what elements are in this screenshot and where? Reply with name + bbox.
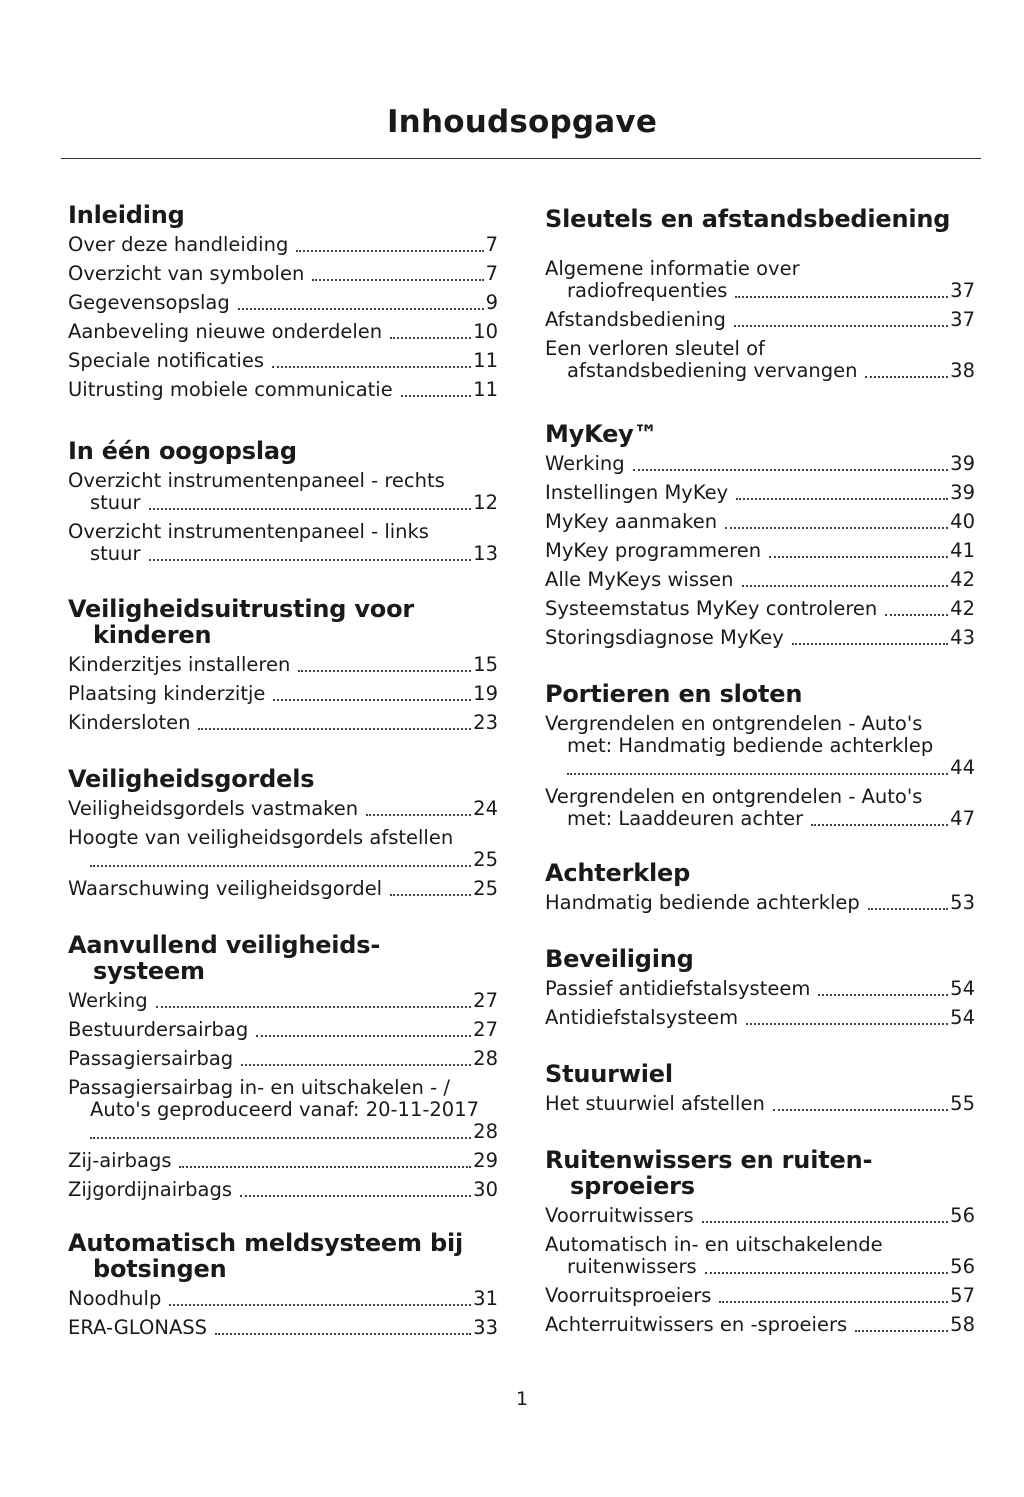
entry-text: Aanbeveling nieuwe onderdelen bbox=[68, 320, 383, 343]
toc-section bbox=[545, 206, 975, 389]
toc-entry[interactable] bbox=[545, 627, 975, 656]
toc-entry[interactable] bbox=[68, 683, 498, 712]
toc-entry[interactable] bbox=[545, 713, 975, 786]
toc-entry-list bbox=[545, 892, 975, 921]
entry-line bbox=[545, 757, 975, 779]
entry-page-number: 39 bbox=[950, 452, 975, 475]
dot-leader bbox=[633, 469, 949, 471]
toc-entry-list bbox=[68, 234, 498, 408]
entry-page-number: 31 bbox=[473, 1287, 498, 1310]
entry-text: Overzicht van symbolen bbox=[68, 262, 305, 285]
toc-entry-list bbox=[545, 453, 975, 656]
section-title: Veiligheidsgordels bbox=[68, 765, 315, 793]
entry-text: met: Laaddeuren achter bbox=[567, 807, 804, 830]
toc-entry[interactable] bbox=[545, 258, 975, 309]
entry-line bbox=[68, 990, 498, 1012]
entry-text-line: Vergrendelen en ontgrendelen - Auto's bbox=[545, 712, 923, 735]
section-title: Portieren en sloten bbox=[545, 680, 803, 708]
entry-line bbox=[545, 1205, 975, 1227]
entry-text-line: Passagiersairbag in- en uitschakelen - / bbox=[68, 1076, 450, 1099]
toc-entry[interactable] bbox=[68, 990, 498, 1019]
entry-page-number: 44 bbox=[950, 756, 975, 779]
entry-text: Afstandsbediening bbox=[545, 308, 726, 331]
entry-page-number: 7 bbox=[485, 262, 498, 285]
entry-line bbox=[545, 360, 975, 382]
toc-entry[interactable] bbox=[545, 1205, 975, 1234]
entry-text: radiofrequenties bbox=[567, 279, 728, 302]
entry-line bbox=[545, 1256, 975, 1278]
entry-text-line: Vergrendelen en ontgrendelen - Auto's bbox=[545, 785, 923, 808]
entry-page-number: 27 bbox=[473, 1018, 498, 1041]
toc-section bbox=[68, 596, 498, 741]
section-title: In één oogopslag bbox=[68, 437, 297, 465]
entry-page-number: 37 bbox=[950, 279, 975, 302]
entry-line bbox=[68, 1288, 498, 1310]
toc-entry[interactable] bbox=[68, 263, 498, 292]
entry-line bbox=[545, 1007, 975, 1029]
entry-line bbox=[68, 292, 498, 314]
entry-page-number: 38 bbox=[950, 359, 975, 382]
entry-page-number: 24 bbox=[473, 797, 498, 820]
toc-section bbox=[545, 681, 975, 837]
toc-entry[interactable] bbox=[68, 350, 498, 379]
entry-line bbox=[68, 234, 498, 256]
dot-leader bbox=[885, 614, 948, 616]
entry-line bbox=[68, 321, 498, 343]
entry-page-number: 56 bbox=[950, 1255, 975, 1278]
entry-text: stuur bbox=[90, 542, 141, 565]
toc-entry[interactable] bbox=[68, 1077, 498, 1150]
entry-page-number: 11 bbox=[473, 378, 498, 401]
entry-page-number: 30 bbox=[473, 1178, 498, 1201]
entry-text: Passief antidiefstalsysteem bbox=[545, 977, 811, 1000]
entry-text: Voorruitwissers bbox=[545, 1204, 694, 1227]
entry-text-line: Automatisch in- en uitschakelende bbox=[545, 1233, 883, 1256]
entry-line bbox=[545, 569, 975, 591]
toc-section bbox=[545, 946, 975, 1036]
dot-leader bbox=[298, 670, 471, 672]
entry-line bbox=[545, 309, 975, 331]
entry-text-line: Algemene informatie over bbox=[545, 257, 800, 280]
dot-leader bbox=[818, 994, 948, 996]
toc-entry[interactable] bbox=[545, 1093, 975, 1122]
dot-leader bbox=[792, 643, 948, 645]
entry-line bbox=[545, 453, 975, 475]
toc-section bbox=[545, 421, 975, 656]
toc-entry[interactable] bbox=[545, 1234, 975, 1285]
dot-leader bbox=[769, 556, 948, 558]
toc-entry[interactable] bbox=[68, 379, 498, 408]
entry-text: MyKey programmeren bbox=[545, 539, 762, 562]
entry-page-number: 33 bbox=[473, 1316, 498, 1339]
entry-text-line: met: Handmatig bediende achterklep bbox=[567, 734, 934, 757]
toc-entry-list bbox=[545, 258, 975, 389]
toc-entry[interactable] bbox=[68, 1048, 498, 1077]
entry-line bbox=[68, 683, 498, 705]
entry-line bbox=[545, 1093, 975, 1115]
dot-leader bbox=[390, 894, 471, 896]
toc-entry[interactable] bbox=[68, 1288, 498, 1317]
dot-leader bbox=[735, 296, 948, 298]
toc-entry-list bbox=[68, 654, 498, 741]
dot-leader bbox=[736, 498, 948, 500]
section-title: Beveiliging bbox=[545, 945, 694, 973]
toc-entry[interactable] bbox=[545, 540, 975, 569]
entry-page-number: 54 bbox=[950, 977, 975, 1000]
entry-page-number: 53 bbox=[950, 891, 975, 914]
section-title: MyKey™ bbox=[545, 420, 658, 448]
dot-leader bbox=[702, 1221, 949, 1223]
toc-entry-list bbox=[68, 990, 498, 1208]
toc-entry-list bbox=[68, 1288, 498, 1346]
dot-leader bbox=[725, 527, 948, 529]
dot-leader bbox=[366, 814, 471, 816]
entry-text: Bestuurdersairbag bbox=[68, 1018, 249, 1041]
dot-leader bbox=[811, 824, 948, 826]
entry-text: Plaatsing kinderzitje bbox=[68, 682, 266, 705]
entry-line bbox=[545, 1314, 975, 1336]
entry-text-line: Hoogte van veiligheidsgordels afstellen bbox=[68, 826, 454, 849]
entry-page-number: 40 bbox=[950, 510, 975, 533]
toc-entry[interactable] bbox=[68, 521, 498, 572]
toc-entry[interactable] bbox=[545, 1285, 975, 1314]
entry-page-number: 10 bbox=[473, 320, 498, 343]
dot-leader bbox=[719, 1301, 948, 1303]
entry-line bbox=[545, 808, 975, 830]
dot-leader bbox=[198, 728, 471, 730]
entry-line bbox=[68, 263, 498, 285]
section-title: Veiligheidsuitrusting voor kinderen bbox=[68, 595, 415, 649]
entry-page-number: 42 bbox=[950, 597, 975, 620]
entry-line bbox=[68, 350, 498, 372]
toc-entry[interactable] bbox=[68, 1150, 498, 1179]
entry-page-number: 13 bbox=[473, 542, 498, 565]
entry-line bbox=[545, 892, 975, 914]
toc-entry[interactable] bbox=[545, 569, 975, 598]
toc-entry[interactable] bbox=[68, 827, 498, 878]
toc-entry[interactable] bbox=[545, 482, 975, 511]
toc-section bbox=[68, 202, 498, 408]
dot-leader bbox=[746, 1023, 948, 1025]
section-title: Automatisch meldsysteem bij botsingen bbox=[68, 1229, 464, 1283]
toc-entry[interactable] bbox=[545, 978, 975, 1007]
entry-text: Systeemstatus MyKey controleren bbox=[545, 597, 878, 620]
title-divider bbox=[61, 158, 981, 159]
toc-entry[interactable] bbox=[545, 453, 975, 482]
entry-text: MyKey aanmaken bbox=[545, 510, 718, 533]
page-number: 1 bbox=[515, 1388, 529, 1410]
toc-entry[interactable] bbox=[68, 712, 498, 741]
dot-leader bbox=[734, 325, 948, 327]
entry-text: Passagiersairbag bbox=[68, 1047, 234, 1070]
entry-page-number: 19 bbox=[473, 682, 498, 705]
entry-page-number: 39 bbox=[950, 481, 975, 504]
entry-text: Gegevensopslag bbox=[68, 291, 230, 314]
toc-entry-list bbox=[545, 1205, 975, 1343]
entry-page-number: 54 bbox=[950, 1006, 975, 1029]
entry-page-number: 7 bbox=[485, 233, 498, 256]
entry-text: Antidiefstalsysteem bbox=[545, 1006, 739, 1029]
dot-leader bbox=[705, 1272, 949, 1274]
entry-text: Voorruitsproeiers bbox=[545, 1284, 712, 1307]
toc-entry-list bbox=[68, 470, 498, 572]
entry-page-number: 28 bbox=[473, 1047, 498, 1070]
dot-leader bbox=[215, 1333, 471, 1335]
section-title: Stuurwiel bbox=[545, 1060, 673, 1088]
entry-line bbox=[68, 849, 498, 871]
entry-page-number: 58 bbox=[950, 1313, 975, 1336]
dot-leader bbox=[868, 908, 948, 910]
entry-line bbox=[545, 978, 975, 1000]
entry-text: afstandsbediening vervangen bbox=[567, 359, 858, 382]
entry-page-number: 25 bbox=[473, 848, 498, 871]
dot-leader bbox=[855, 1330, 948, 1332]
dot-leader bbox=[149, 508, 472, 510]
entry-text-line: Overzicht instrumentenpaneel - rechts bbox=[68, 469, 445, 492]
entry-text: Uitrusting mobiele communicatie bbox=[68, 378, 393, 401]
toc-entry[interactable] bbox=[545, 511, 975, 540]
toc-section bbox=[545, 1147, 975, 1343]
toc-entry-list bbox=[545, 978, 975, 1036]
entry-page-number: 29 bbox=[473, 1149, 498, 1172]
entry-page-number: 41 bbox=[950, 539, 975, 562]
dot-leader bbox=[256, 1035, 471, 1037]
toc-entry[interactable] bbox=[545, 309, 975, 338]
entry-line bbox=[68, 1150, 498, 1172]
section-title: Inleiding bbox=[68, 201, 185, 229]
entry-page-number: 47 bbox=[950, 807, 975, 830]
toc-section bbox=[68, 932, 498, 1208]
entry-line bbox=[68, 1121, 498, 1143]
entry-line bbox=[68, 543, 498, 565]
entry-text: Werking bbox=[545, 452, 625, 475]
entry-line bbox=[545, 598, 975, 620]
entry-page-number: 43 bbox=[950, 626, 975, 649]
entry-text: Veiligheidsgordels vastmaken bbox=[68, 797, 359, 820]
dot-leader bbox=[401, 395, 471, 397]
toc-entry[interactable] bbox=[545, 786, 975, 837]
entry-text: Achterruitwissers en -sproeiers bbox=[545, 1313, 848, 1336]
toc-entry[interactable] bbox=[68, 470, 498, 521]
toc-entry[interactable] bbox=[545, 892, 975, 921]
entry-text: Storingsdiagnose MyKey bbox=[545, 626, 784, 649]
dot-leader bbox=[296, 250, 483, 252]
toc-entry[interactable] bbox=[68, 798, 498, 827]
entry-text: Zij-airbags bbox=[68, 1149, 172, 1172]
dot-leader bbox=[238, 308, 484, 310]
entry-line bbox=[68, 798, 498, 820]
dot-leader bbox=[390, 337, 471, 339]
toc-entry-list bbox=[545, 713, 975, 837]
entry-text: Instellingen MyKey bbox=[545, 481, 729, 504]
entry-text: Kinderzitjes installeren bbox=[68, 653, 291, 676]
dot-leader bbox=[865, 376, 948, 378]
toc-entry[interactable] bbox=[68, 654, 498, 683]
dot-leader bbox=[156, 1006, 472, 1008]
section-title: Achterklep bbox=[545, 859, 691, 887]
dot-leader bbox=[90, 865, 471, 867]
toc-section bbox=[545, 860, 975, 921]
entry-page-number: 56 bbox=[950, 1204, 975, 1227]
entry-text-line: Een verloren sleutel of bbox=[545, 337, 765, 360]
toc-entry[interactable] bbox=[545, 598, 975, 627]
toc-entry-list bbox=[545, 1093, 975, 1122]
toc-entry[interactable] bbox=[545, 1314, 975, 1343]
toc-entry[interactable] bbox=[68, 292, 498, 321]
entry-text-line: Auto's geproduceerd vanaf: 20-11-2017 bbox=[90, 1098, 480, 1121]
entry-line bbox=[545, 280, 975, 302]
toc-entry[interactable] bbox=[545, 1007, 975, 1036]
page-title: Inhoudsopgave bbox=[386, 104, 658, 140]
toc-entry[interactable] bbox=[68, 321, 498, 350]
entry-line bbox=[68, 492, 498, 514]
entry-page-number: 55 bbox=[950, 1092, 975, 1115]
entry-text: Werking bbox=[68, 989, 148, 1012]
entry-line bbox=[545, 482, 975, 504]
toc-section bbox=[545, 1061, 975, 1122]
entry-page-number: 27 bbox=[473, 989, 498, 1012]
dot-leader bbox=[742, 585, 949, 587]
entry-page-number: 25 bbox=[473, 877, 498, 900]
entry-text: Alle MyKeys wissen bbox=[545, 568, 734, 591]
entry-text: ERA-GLONASS bbox=[68, 1316, 208, 1339]
entry-line bbox=[68, 1317, 498, 1339]
entry-page-number: 42 bbox=[950, 568, 975, 591]
toc-entry[interactable] bbox=[68, 1317, 498, 1346]
entry-page-number: 15 bbox=[473, 653, 498, 676]
section-title: Sleutels en afstandsbediening bbox=[545, 205, 951, 233]
section-title: Ruitenwissers en ruiten- sproeiers bbox=[545, 1146, 873, 1200]
entry-page-number: 9 bbox=[485, 291, 498, 314]
entry-text: Zijgordijnairbags bbox=[68, 1178, 232, 1201]
entry-text: Speciale notificaties bbox=[68, 349, 264, 372]
entry-line bbox=[68, 379, 498, 401]
entry-line bbox=[68, 1048, 498, 1070]
dot-leader bbox=[149, 559, 472, 561]
entry-text: Het stuurwiel afstellen bbox=[545, 1092, 765, 1115]
entry-line bbox=[545, 511, 975, 533]
entry-line bbox=[545, 540, 975, 562]
entry-page-number: 11 bbox=[473, 349, 498, 372]
entry-page-number: 37 bbox=[950, 308, 975, 331]
entry-page-number: 12 bbox=[473, 491, 498, 514]
dot-leader bbox=[312, 279, 483, 281]
dot-leader bbox=[773, 1109, 948, 1111]
toc-entry[interactable] bbox=[68, 1019, 498, 1048]
dot-leader bbox=[179, 1166, 471, 1168]
entry-text: Over deze handleiding bbox=[68, 233, 289, 256]
section-title: Aanvullend veiligheids- systeem bbox=[68, 931, 381, 985]
entry-page-number: 23 bbox=[473, 711, 498, 734]
toc-entry[interactable] bbox=[68, 1179, 498, 1208]
entry-line bbox=[68, 712, 498, 734]
entry-text: Noodhulp bbox=[68, 1287, 162, 1310]
entry-line bbox=[68, 878, 498, 900]
entry-text: ruitenwissers bbox=[567, 1255, 697, 1278]
entry-line bbox=[68, 1179, 498, 1201]
dot-leader bbox=[272, 366, 471, 368]
toc-entry[interactable] bbox=[68, 234, 498, 263]
toc-section bbox=[68, 438, 498, 572]
dot-leader bbox=[241, 1064, 471, 1066]
dot-leader bbox=[240, 1195, 471, 1197]
toc-entry-list bbox=[68, 798, 498, 907]
toc-entry[interactable] bbox=[68, 878, 498, 907]
entry-line bbox=[545, 1285, 975, 1307]
entry-line bbox=[68, 1019, 498, 1041]
entry-page-number: 28 bbox=[473, 1120, 498, 1143]
dot-leader bbox=[90, 1137, 471, 1139]
dot-leader bbox=[567, 773, 948, 775]
entry-text: Handmatig bediende achterklep bbox=[545, 891, 860, 914]
entry-text-line: Overzicht instrumentenpaneel - links bbox=[68, 520, 429, 543]
toc-entry[interactable] bbox=[545, 338, 975, 389]
entry-text: Kindersloten bbox=[68, 711, 191, 734]
entry-page-number: 57 bbox=[950, 1284, 975, 1307]
entry-text: stuur bbox=[90, 491, 141, 514]
toc-section bbox=[68, 1230, 498, 1346]
entry-line bbox=[68, 654, 498, 676]
dot-leader bbox=[169, 1304, 471, 1306]
dot-leader bbox=[273, 699, 471, 701]
entry-text: Waarschuwing veiligheidsgordel bbox=[68, 877, 383, 900]
toc-section bbox=[68, 766, 498, 907]
entry-line bbox=[545, 627, 975, 649]
